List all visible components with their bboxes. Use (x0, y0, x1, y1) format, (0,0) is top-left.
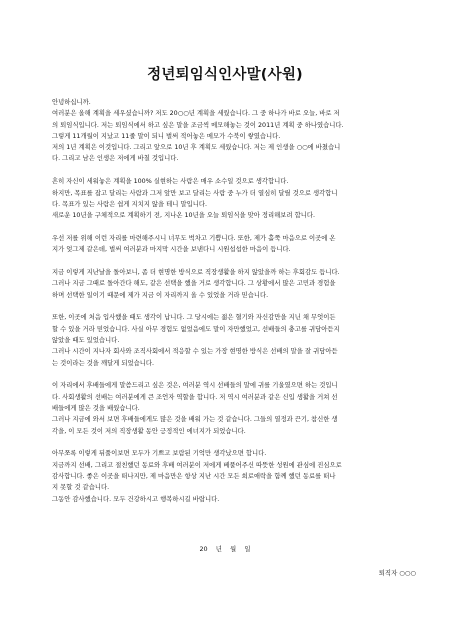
signer-line: 퇴직자 ○○○ (378, 569, 416, 577)
text-line: 흔히 자신이 세워놓은 계획을 100% 실현하는 사람은 매우 소수일 것으로 생각합니다. (52, 178, 289, 186)
text-line: 않았을 때도 있었습니다. (52, 337, 120, 345)
text-line: 그동안 감사했습니다. 모두 건강하시고 행복하시길 바랍니다. (52, 495, 220, 503)
text-line: 그러나 지금에 와서 보면 후배들에게도 많은 것을 배워 가는 것 같습니다. 그들의 열정과 끈기, 참신한 생 (52, 416, 338, 424)
text-line: 할 수 있을 거라 믿었습니다. 사실 아무 경험도 없었음에도 말이 자만했었고, 선배들의 충고를 귀담아듣지 (52, 325, 340, 333)
text-line: 그러나 시간이 지나자 회사와 조직사회에서 적응할 수 있는 가장 현명한 방식은 선배의 말을 잘 귀담아듣 (52, 348, 338, 356)
text-line: 지금 이렇게 지난날을 돌아보니, 좀 더 현명한 방식으로 직장생활을 하지 않았을까 하는 후회감도 듭니다. (52, 269, 340, 277)
text-line: 여러분은 올해 계획을 세우셨습니까? 저도 20○○년 계획을 세웠습니다. 그 중 하나가 바로 오늘, 바로 저 (52, 110, 340, 118)
paragraph-first-days (52, 312, 426, 368)
paragraph-thanks (52, 233, 426, 256)
paragraph-greeting (52, 97, 426, 165)
text-line: 지금까지 선배, 그리고 절친했던 동료와 후배 여러분이 저에게 베풀어주신 따뜻한 성원에 관심에 진심으로 (52, 461, 342, 469)
text-line: 하지만, 목표를 잡고 달리는 사람과 그저 앞만 보고 달리는 사람 중 누가 더 열심히 달릴 것으로 생각합니 (52, 189, 338, 197)
paragraph-reflection (52, 267, 426, 301)
paragraph-closing (52, 448, 426, 504)
text-line: 안녕하십니까. (52, 99, 91, 106)
text-line: 이 자리에서 후배들에게 말씀드리고 싶은 것은, 여러분 역시 선배들의 말에 귀를 기울였으면 하는 것입니 (52, 382, 338, 390)
paragraph-goals (52, 176, 426, 221)
text-line: 그렇게 11개월이 지났고 11줄 말이 되니 벌써 적어놓은 메모가 수북이 쌓였습니다. (52, 132, 281, 140)
paragraph-advice (52, 380, 426, 436)
text-line: 우선 저를 위해 이런 자리를 마련해주시니 너무도 벅차고 기쁩니다. 또한, 제가 홀쭉 마음으로 이곳에 온 (52, 234, 336, 242)
text-line: 지가 엊그제 같은데, 벌써 여러분과 마지막 시간을 보낸다니 시원섭섭한 마음이 듭니다. (52, 246, 291, 254)
text-line: 또한, 이곳에 처음 입사했을 때도 생각이 납니다. 그 당시에는 젊은 혈기와 자신감만을 지닌 채 무엇이든 (52, 314, 336, 322)
document-title: 정년퇴임식인사말(사원) (147, 67, 303, 83)
text-line: 새로운 10년을 구체적으로 계획하기 전, 지나온 10년을 오늘 퇴임식을 맞아 정리해보려 합니다. (52, 212, 315, 220)
text-line: 의 퇴임식입니다. 저는 퇴임식에서 하고 싶은 말을 조금씩 메모해놓는 것이 2011년 계획 중 하나였습니다. (52, 121, 344, 129)
date-line: 20 년 월 일 (199, 545, 251, 553)
text-line: 아무쪼록 이렇게 뒤풀이보면 모두가 기쁘고 보람된 기억만 생각났으면 합니다. (52, 450, 267, 458)
text-line: 하며 선택한 일이기 때문에 제가 지금 이 자리까지 올 수 있었을 거라 믿습니다. (52, 291, 269, 299)
text-line: 다. 목표가 있는 사람은 쉽게 지치지 않을 테니 말입니다. (52, 200, 207, 208)
text-line: 각을, 이 모든 것이 저의 직장생활 동안 긍정적인 에너지가 되었습니다. (52, 427, 246, 435)
text-line: 저의 1년 계획은 이것입니다. 그리고 앞으로 10년 후 계획도 세웠습니다. 저는 제 인생을 ○○에 바쳤습니 (52, 144, 341, 152)
text-line: 는 것이라는 것을 깨달게 되었습니다. (52, 359, 155, 367)
text-line: 다. 그리고 남은 인생은 저에게 바칠 것입니다. (52, 155, 179, 163)
document-body (52, 97, 426, 516)
text-line: 지 못할 것 같습니다. (52, 484, 110, 492)
text-line: 그러나 지금 그때로 돌아간다 해도, 같은 선택을 했을 거로 생각합니다. 그 상황에서 많은 고민과 경험을 (52, 280, 336, 288)
text-line: 다. 사회생활의 선배는 여러분에게 큰 조언자 역할을 합니다. 저 역시 여러분과 같은 신입 생활을 거쳐 선 (52, 393, 338, 401)
text-line: 감사합니다. 좋은 이곳을 떠나지만, 제 마음만은 항상 지난 시간 모든 희로애락을 함께 했던 동료를 떠나 (52, 473, 336, 481)
text-line: 배들에게 많은 것을 배웠습니다. (52, 405, 140, 413)
